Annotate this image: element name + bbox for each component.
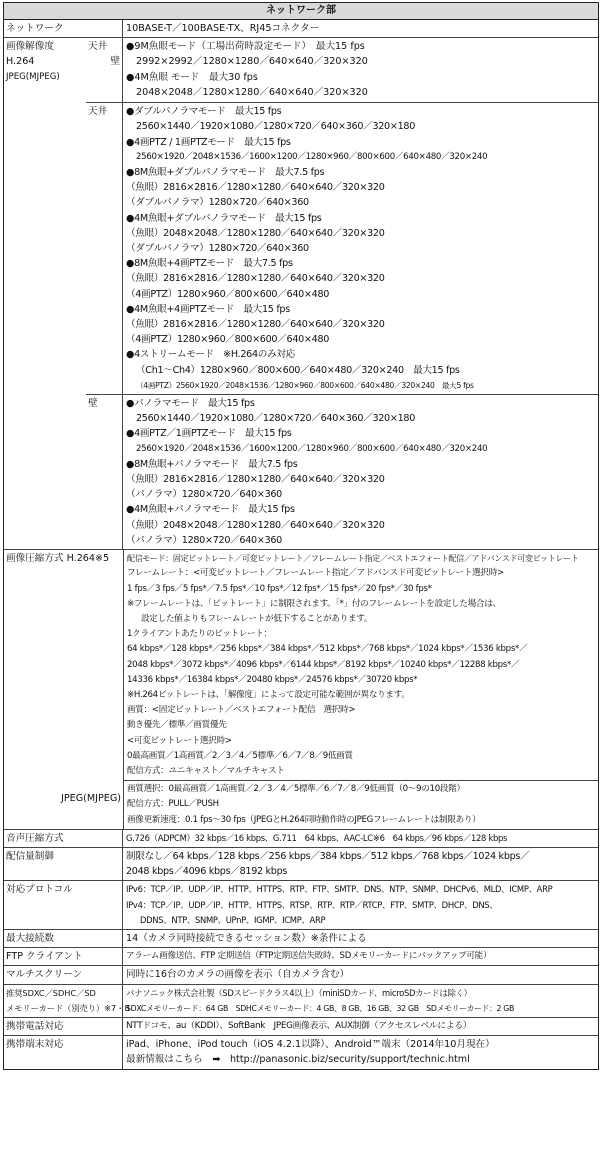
multi-label: マルチスクリーン (4, 966, 123, 983)
ceiling-line: （魚眼）2816×2816／1280×1280／640×640／320×320 (126, 182, 385, 194)
res-ceiling-wall (86, 38, 598, 103)
wall-line: （魚眼）2816×2816／1280×1280／640×640／320×320 (126, 474, 385, 486)
res-wall (86, 395, 598, 549)
ceiling-line: （Ch1～Ch4）1280×960／800×600／640×480／320×240 最大15 fps (136, 364, 460, 376)
sd-line: SDXCメモリーカード：64 GB SDHCメモリーカード：4 GB、8 GB、16 GB、32 GB SDメモリーカード：2 GB (126, 1003, 515, 1013)
jpeg-line: 画像更新速度：0.1 fps～30 fps（JPEGとH.264同時動作時のJPEGフレームレートは制限あり） (127, 814, 481, 825)
row-mobile (4, 1018, 598, 1036)
network-label: ネットワーク (4, 20, 123, 37)
row-bandwidth (4, 848, 598, 881)
h264-line: 14336 kbps*／16384 kbps*／20480 kbps*／24576 kbps*／30720 kbps* (127, 674, 418, 685)
h264-line: 1クライアントあたりのビットレート： (127, 629, 272, 640)
ceiling-line: ●4ストリームモード ※H.264のみ対応 (126, 349, 295, 361)
row-audio (4, 830, 598, 848)
row-compression (4, 550, 598, 830)
cw-line: ●9M魚眼モード（工場出荷時設定モード） 最大15 fps (126, 41, 365, 53)
mobile-value: NTTドコモ、au（KDDI）、SoftBank JPEG画像表示、AUX制御（アクセスレベルによる） (126, 1020, 472, 1031)
jpeg-line: 画質選択：0最高画質／1高画質／2／3／4／5標準／6／7／8／9低画質（0～9の10段階） (127, 784, 465, 795)
cw-line: 2048×2048／1280×1280／640×640／320×320 (136, 86, 368, 98)
h264-line: <可変ビットレート選択時> (127, 735, 232, 746)
ceiling-line: ●4M魚眼+ダブルパノラマモード 最大15 fps (126, 212, 322, 224)
sd-label-1: 推奨SDXC／SDHC／SD (6, 987, 96, 998)
row-terminal (4, 1036, 598, 1068)
row-ftp (4, 948, 598, 966)
ceiling-line: （魚眼）2816×2816／1280×1280／640×640／320×320 (126, 319, 385, 331)
h264-line: ※H.264ビットレートは、「解像度」によって設定可能な範囲が異なります。 (127, 689, 410, 700)
cw-line: ●4M魚眼 モード 最大30 fps (126, 71, 258, 83)
ceiling-line: （4画PTZ）2560×1920／2048×1536／1280×960／800×600／640×480／320×240 最大5 fps (136, 380, 474, 390)
wall-line: ●4画PTZ／1画PTZモード 最大15 fps (126, 428, 292, 440)
res-ceiling (86, 103, 598, 395)
h264-line: ※フレームレートは、「ビットレート」に制限されます。「*」付のフレームレートを設定した場合は、 (127, 598, 501, 609)
wall-line: ●8M魚眼+パノラマモード 最大7.5 fps (126, 458, 298, 470)
ceiling-line: （4画PTZ）1280×960／800×600／640×480 (126, 288, 330, 300)
ceiling-line: ●4M魚眼+4画PTZモード 最大15 fps (126, 303, 290, 315)
row-resolution (4, 38, 598, 550)
sd-label-2: メモリーカード（別売り）※7・8 (6, 1002, 130, 1013)
h264-line: 配信方式：ユニキャスト／マルチキャスト (127, 765, 285, 776)
ceiling-line: ●8M魚眼+ダブルパノラマモード 最大7.5 fps (126, 167, 325, 179)
ceiling-label: 天井 (86, 103, 123, 394)
h264-line: 画質：<固定ビットレート／ベストエフォート配信 選択時> (127, 705, 356, 716)
h264-line: 動き優先／標準／画質優先 (127, 720, 227, 731)
ftp-value: アラーム画像送信、FTP 定期送信（FTP定期送信失敗時、SDメモリーカードにバックアップ可能） (126, 951, 492, 962)
table-title: ネットワーク部 (4, 3, 598, 20)
max-conn-label: 最大接続数 (4, 930, 123, 947)
bandwidth-line: 2048 kbps／4096 kbps／8192 kbps (126, 866, 288, 878)
wall-line: ●パノラマモード 最大15 fps (126, 398, 255, 410)
protocol-line: IPv6：TCP／IP、UDP／IP、HTTP、HTTPS、RTP、FTP、SMTP、DNS、NTP、SNMP、DHCPv6、MLD、ICMP、ARP (126, 884, 553, 895)
row-max-conn (4, 930, 598, 948)
resolution-h264-label: H.264 (6, 56, 35, 68)
ceiling-wall-label-2: 壁 (110, 56, 120, 68)
wall-label: 壁 (86, 395, 123, 549)
jpeg-line: 配信方式：PULL／PUSH (127, 799, 219, 810)
h264-line: 64 kbps*／128 kbps*／256 kbps*／384 kbps*／512 kbps*／768 kbps*／1024 kbps*／1536 kbps*／ (127, 644, 528, 655)
compression-jpeg-label: JPEG(MJPEG) (61, 793, 121, 805)
spec-table (3, 2, 599, 1070)
wall-line: （パノラマ）1280×720／640×360 (126, 534, 282, 546)
terminal-line: iPad、iPhone、iPod touch（iOS 4.2.1以降）、Android™端末（2014年10月現在） (126, 1039, 495, 1051)
ceiling-line: ●8M魚眼+4画PTZモード 最大7.5 fps (126, 258, 293, 270)
wall-line: （魚眼）2048×2048／1280×1280／640×640／320×320 (126, 519, 385, 531)
ceiling-line: ●4画PTZ / 1画PTZモード 最大15 fps (126, 136, 291, 148)
row-network (4, 20, 598, 38)
ceiling-line: （魚眼）2816×2816／1280×1280／640×640／320×320 (126, 273, 385, 285)
sd-line: パナソニック株式会社製（SDスピードクラス4以上）（miniSDカード、microSDカードは除く） (126, 987, 472, 998)
resolution-jpeg-label: JPEG(MJPEG) (6, 71, 60, 82)
ceiling-line: （ダブルパノラマ）1280×720／640×360 (126, 197, 309, 209)
h264-line: 2048 kbps*／3072 kbps*／4096 kbps*／6144 kbps*／8192 kbps*／10240 kbps*／12288 kbps*／ (127, 659, 520, 670)
mobile-label: 携帯電話対応 (4, 1018, 123, 1035)
audio-value: G.726（ADPCM）32 kbps／16 kbps、G.711 64 kbps、AAC-LC※6 64 kbps／96 kbps／128 kbps (126, 832, 508, 843)
ceiling-line: （4画PTZ）1280×960／800×600／640×480 (126, 334, 330, 346)
protocol-line: DDNS、NTP、SNMP、UPnP、IGMP、ICMP、ARP (140, 914, 326, 925)
bandwidth-label: 配信量制御 (4, 848, 123, 880)
resolution-label-block (4, 38, 86, 549)
max-conn-value: 14（カメラ同時接続できるセッション数）※条件による (126, 932, 367, 944)
h264-line: 0最高画質／1高画質／2／3／4／5標準／6／7／8／9低画質 (127, 750, 353, 761)
ceiling-line: （ダブルパノラマ）1280×720／640×360 (126, 243, 309, 255)
wall-line: 2560×1920／2048×1536／1600×1200／1280×960／800×600／640×480／320×240 (136, 443, 488, 454)
wall-line: 2560×1440／1920×1080／1280×720／640×360／320×180 (136, 413, 416, 425)
ftp-label: FTP クライアント (4, 948, 123, 965)
protocol-line: IPv4：TCP／IP、UDP／IP、HTTP、HTTPS、RTSP、RTP、RTP／RTCP、FTP、SMTP、DHCP、DNS、 (126, 899, 498, 910)
ceiling-line: 2560×1440／1920×1080／1280×720／640×360／320×180 (136, 121, 416, 133)
terminal-label: 携帯端末対応 (4, 1036, 123, 1068)
ceiling-wall-label-1: 天井 (88, 41, 108, 53)
row-sd (4, 985, 598, 1018)
ceiling-line: （魚眼）2048×2048／1280×1280／640×640／320×320 (126, 227, 385, 239)
terminal-link[interactable]: 最新情報はこちら ➡ http://panasonic.biz/security/support/technic.html (126, 1054, 470, 1066)
cw-line: 2992×2992／1280×1280／640×640／320×320 (136, 56, 368, 68)
network-value: 10BASE-T／100BASE-TX、RJ45コネクター (126, 23, 320, 34)
bandwidth-line: 制限なし／64 kbps／128 kbps／256 kbps／384 kbps／512 kbps／768 kbps／1024 kbps／ (126, 850, 530, 862)
resolution-label: 画像解像度 (6, 41, 54, 53)
ceiling-line: ●ダブルパノラマモード 最大15 fps (126, 106, 282, 118)
h264-line: フレームレート：<可変ビットレート／フレームレート指定／アドバンスド可変ビットレート選択時> (127, 568, 504, 579)
protocol-label: 対応プロトコル (4, 881, 123, 929)
row-multiscreen (4, 966, 598, 984)
audio-label: 音声圧縮方式 (4, 830, 123, 847)
h264-line: 設定した値よりもフレームレートが低下することがあります。 (141, 613, 373, 624)
compression-label: 画像圧縮方式 H.264※5 (6, 553, 110, 565)
h264-line: 1 fps／3 fps／5 fps*／7.5 fps*／10 fps*／12 fps*／15 fps*／20 fps*／30 fps* (127, 583, 432, 594)
ceiling-line: 2560×1920／2048×1536／1600×1200／1280×960／800×600／640×480／320×240 (136, 151, 488, 162)
wall-line: ●4M魚眼+パノラマモード 最大15 fps (126, 504, 295, 516)
h264-line: 配信モード：固定ビットレート／可変ビットレート／フレームレート指定／ベストエフォート配信／アドバンスド可変ビットレート (127, 554, 579, 564)
row-protocol (4, 881, 598, 930)
wall-line: （パノラマ）1280×720／640×360 (126, 489, 282, 501)
multi-value: 同時に16台のカメラの画像を表示（自カメラ含む） (126, 969, 350, 981)
